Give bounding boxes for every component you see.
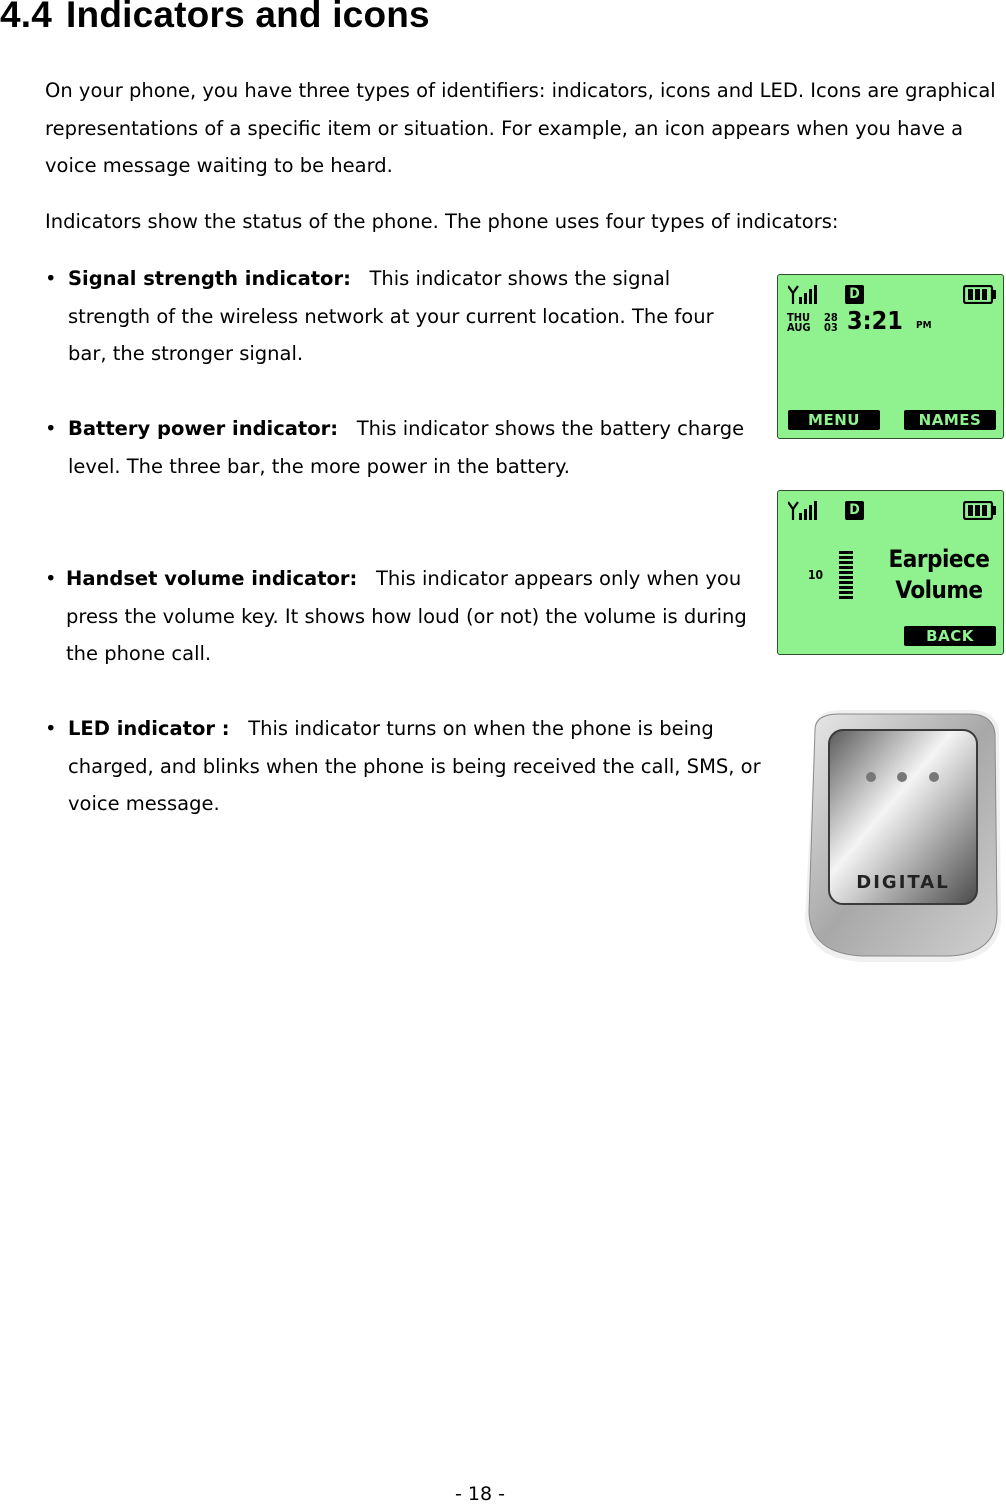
led-badge-label: DIGITAL [856, 872, 950, 893]
led-indicator-badge [801, 708, 1004, 966]
bullet-signal-strength [45, 260, 765, 373]
phone-screen-idle [777, 274, 1004, 439]
digital-mode-icon: D [845, 501, 864, 520]
bullet-text: This indicator appears only when you press the volume key. It shows how loud (or not) the volume is during the phone call. [66, 567, 747, 665]
bullet-led [45, 710, 765, 823]
back-softkey[interactable]: BACK [904, 626, 996, 646]
bullet-term: Signal strength indicator: [68, 267, 351, 290]
bullet-term: Handset volume indicator: [66, 567, 358, 590]
menu-softkey[interactable]: MENU [788, 410, 880, 430]
date-block [787, 313, 810, 333]
clock-ampm: PM [916, 320, 932, 331]
bullet-text: This indicator shows the signal strength of the wireless network at your current location. The four bar, the stronger signal. [68, 267, 714, 365]
signal-strength-icon [788, 500, 818, 522]
bullet-dot-icon: • [45, 717, 57, 740]
battery-icon [963, 501, 997, 520]
bullet-term: LED indicator : [68, 717, 230, 740]
page-number: - 18 - [455, 1483, 505, 1505]
intro-paragraph: On your phone, you have three types of identifiers: indicators, icons and LED. Icons are graphical representations of a specific item or situation. For example, an icon appears when you have a voice message waiting to be heard. [45, 79, 996, 177]
volume-title [878, 544, 1000, 606]
section-number: 4.4 [0, 0, 53, 35]
date-label: 28 [824, 311, 838, 324]
section-title: Indicators and icons [66, 0, 430, 35]
date-number-block [824, 313, 838, 333]
signal-strength-icon [788, 284, 818, 306]
volume-title-line2: Volume [895, 576, 983, 604]
clock-time: 3:21 [847, 306, 903, 335]
volume-level-value: 10 [808, 568, 824, 582]
bullet-battery-power [45, 410, 765, 485]
battery-icon [963, 285, 997, 304]
bullet-dot-icon: • [45, 267, 57, 290]
bullet-dot-icon: • [45, 417, 57, 440]
section-heading [0, 0, 430, 36]
year-label: 03 [824, 321, 838, 334]
names-softkey[interactable]: NAMES [904, 410, 996, 430]
bullet-term: Battery power indicator: [68, 417, 339, 440]
indicators-paragraph: Indicators show the status of the phone. The phone uses four types of indicators: [45, 210, 839, 233]
bullet-dot-icon: • [45, 567, 57, 590]
bullet-text: This indicator shows the battery charge level. The three bar, the more power in the battery. [68, 417, 745, 478]
bullet-text: This indicator turns on when the phone is being charged, and blinks when the phone is being received the call, SMS, or voice message. [68, 717, 761, 815]
volume-level-bars-icon [839, 551, 853, 605]
digital-mode-icon: D [845, 285, 864, 304]
volume-title-line1: Earpiece [888, 545, 990, 573]
day-label: THU [787, 311, 811, 324]
bullet-handset-volume [45, 560, 765, 673]
month-label: AUG [787, 321, 811, 334]
phone-screen-volume [777, 490, 1004, 655]
